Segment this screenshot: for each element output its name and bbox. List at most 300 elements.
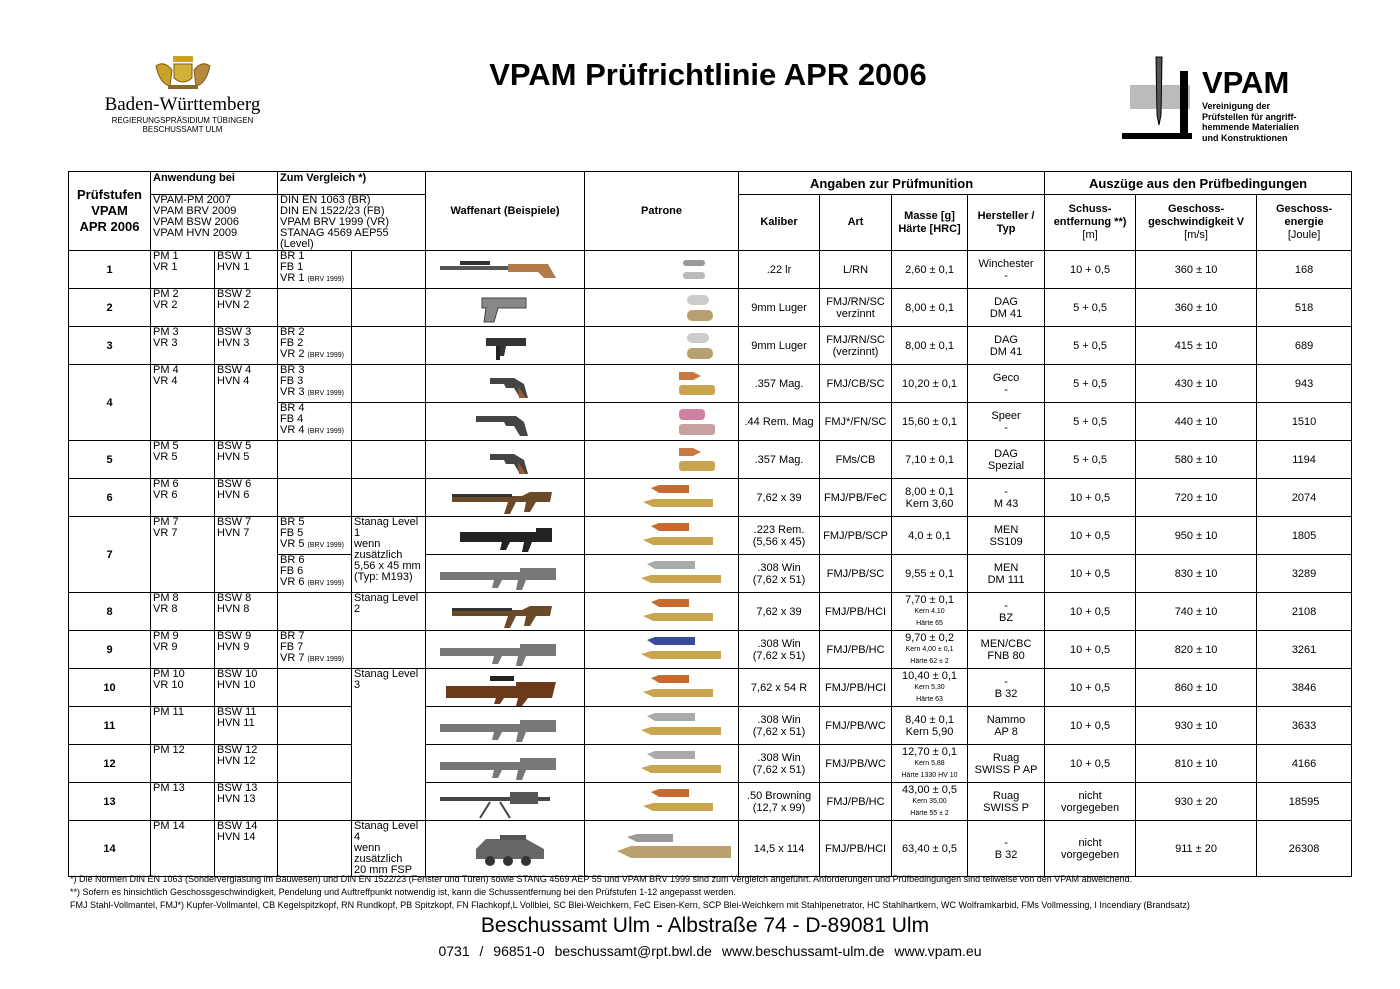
- footnotes: [70, 873, 1190, 912]
- hersteller-cell: Winchester -: [968, 251, 1045, 289]
- page-title: VPAM Prüfrichtlinie APR 2006: [489, 57, 927, 92]
- stanag-cell: [352, 289, 426, 327]
- art-cell: FMJ/PB/WC: [820, 707, 892, 745]
- line: 10 + 0,5: [1070, 491, 1111, 504]
- geschwindigkeit-cell: 820 ± 10: [1136, 631, 1257, 669]
- cartridge-image-cell: [585, 669, 739, 707]
- stanag-cell: [352, 593, 426, 631]
- header-kaliber: Kaliber: [739, 195, 820, 251]
- line: 5 + 0,5: [1073, 301, 1108, 314]
- footnote-distance: **) Sofern es hinsichtlich Geschossgeschwindigkeit, Pendelung und Auftreffpunkt notwendig ist, kann die Schussentfernung bei den Prüfstufen 1-12 angepasst werden.: [70, 887, 736, 897]
- masse-cell: 9,70 ± 0,2 Kern 4,00 ± 0,1 Härte 62 ± 2: [892, 631, 968, 669]
- comparison-cell: [278, 745, 352, 783]
- weapon-image-cell: [426, 365, 585, 403]
- pm-vr-cell: PM 10 VR 10: [151, 669, 215, 707]
- cartridge-icon: [587, 708, 737, 744]
- line: wenn zusätzlich: [354, 538, 403, 561]
- schussentfernung-cell: [1045, 365, 1136, 403]
- table-row: [69, 707, 1352, 745]
- ak-weapon-icon: [430, 594, 580, 630]
- cartridge-image-cell: [585, 517, 739, 555]
- line: 10 + 0,5: [1070, 643, 1111, 656]
- cartridge-image-cell: [585, 821, 739, 877]
- authority-name: REGIERUNGSPRÄSIDIUM TÜBINGEN: [111, 116, 254, 125]
- line: vorgegeben: [1061, 848, 1120, 861]
- pm-vr-cell: PM 4 VR 4: [151, 365, 215, 441]
- header-schussentfernung: Schuss- entfernung **) [m]: [1045, 195, 1136, 251]
- pm-vr-cell: PM 8 VR 8: [151, 593, 215, 631]
- line: (Typ: M193): [354, 571, 413, 583]
- kaliber-cell: 14,5 x 114: [739, 821, 820, 877]
- masse-cell: 8,00 ± 0,1: [892, 327, 968, 365]
- cartridge-image-cell: [585, 555, 739, 593]
- header-pruefstufen: Prüfstufen VPAM APR 2006: [69, 172, 151, 251]
- comparison-cell: BR 4 FB 4 VR 4 (BRV 1999): [278, 403, 352, 441]
- schussentfernung-cell: [1045, 631, 1136, 669]
- stage-number: 5: [69, 441, 151, 479]
- cartridge-image-cell: [585, 327, 739, 365]
- stage-number: 4: [69, 365, 151, 441]
- energie-cell: 26308: [1257, 821, 1352, 877]
- cartridge-icon: [587, 594, 737, 630]
- weapon-image-cell: [426, 517, 585, 555]
- table-row: [69, 783, 1352, 821]
- geschwindigkeit-cell: 580 ± 10: [1136, 441, 1257, 479]
- bsw-hvn-cell: BSW 13 HVN 13: [215, 783, 278, 821]
- g3-weapon-icon: [430, 556, 580, 592]
- vpam-emblem-icon: [1118, 55, 1198, 145]
- art-cell: L/RN: [820, 251, 892, 289]
- hersteller-cell: DAG DM 41: [968, 289, 1045, 327]
- art-cell: FMJ/RN/SC (verzinnt): [820, 327, 892, 365]
- cartridge-icon: [587, 366, 737, 402]
- line: vorgegeben: [1061, 801, 1120, 814]
- bsw-hvn-cell: BSW 8 HVN 8: [215, 593, 278, 631]
- footnote-norms: *) Die Normen DIN EN 1063 (Sonderverglasung im Bauwesen) und DIN EN 1522/23 (Fenster und Türen) sowie STANG 4569 AEP 55 und VPAM BRV 1999 sind zum Vergleich angeführt. Anforderungen und Prüfbedingungen sind teilweise von den VPAM abweichend.: [70, 874, 1133, 884]
- geschwindigkeit-cell: 360 ± 10: [1136, 289, 1257, 327]
- art-cell: FMJ/PB/HC: [820, 783, 892, 821]
- address: Beschussamt Ulm - Albstraße 74 - D-89081 Ulm: [480, 914, 930, 937]
- energie-cell: 2108: [1257, 593, 1352, 631]
- schussentfernung-cell: [1045, 517, 1136, 555]
- kaliber-cell: 9mm Luger: [739, 327, 820, 365]
- hersteller-cell: - M 43: [968, 479, 1045, 517]
- energie-cell: 1805: [1257, 517, 1352, 555]
- kaliber-cell: .308 Win (7,62 x 51): [739, 707, 820, 745]
- energie-cell: 943: [1257, 365, 1352, 403]
- line: 5 + 0,5: [1073, 377, 1108, 390]
- cartridge-image-cell: [585, 251, 739, 289]
- art-cell: FMJ/PB/SCP: [820, 517, 892, 555]
- kaliber-cell: 7,62 x 39: [739, 593, 820, 631]
- kaliber-cell: .50 Browning (12,7 x 99): [739, 783, 820, 821]
- table-row: [69, 821, 1352, 877]
- line: 10 + 0,5: [1070, 567, 1111, 580]
- weapon-image-cell: [426, 403, 585, 441]
- masse-cell: 7,70 ± 0,1 Kern 4,10 Härte 65: [892, 593, 968, 631]
- header-auszuege: Auszüge aus den Prüfbedingungen: [1045, 172, 1352, 195]
- art-cell: FMJ*/FN/SC: [820, 403, 892, 441]
- comparison-cell: [278, 289, 352, 327]
- hersteller-cell: Speer -: [968, 403, 1045, 441]
- schussentfernung-cell: [1045, 593, 1136, 631]
- stanag-cell: [352, 251, 426, 289]
- test-level-table: [68, 171, 1352, 877]
- schussentfernung-cell: [1045, 403, 1136, 441]
- weapon-image-cell: [426, 707, 585, 745]
- stanag-cell: [352, 517, 426, 593]
- bsw-hvn-cell: BSW 3 HVN 3: [215, 327, 278, 365]
- bsw-hvn-cell: BSW 4 HVN 4: [215, 365, 278, 441]
- line: nicht: [1078, 789, 1102, 802]
- cartridge-icon: [587, 328, 737, 364]
- line: 5,56 x 45 mm: [354, 560, 421, 572]
- stage-number: 3: [69, 327, 151, 365]
- bsw-hvn-cell: BSW 6 HVN 6: [215, 479, 278, 517]
- stanag-cell: [352, 403, 426, 441]
- table-row: [69, 593, 1352, 631]
- rifle22-weapon-icon: [430, 252, 580, 288]
- cartridge-image-cell: [585, 365, 739, 403]
- geschwindigkeit-cell: 440 ± 10: [1136, 403, 1257, 441]
- revolverlong-weapon-icon: [430, 404, 580, 440]
- geschwindigkeit-cell: 360 ± 10: [1136, 251, 1257, 289]
- pm-vr-cell: PM 13: [151, 783, 215, 821]
- table-row: [69, 441, 1352, 479]
- kaliber-cell: .357 Mag.: [739, 365, 820, 403]
- geschwindigkeit-cell: 810 ± 10: [1136, 745, 1257, 783]
- table-row: [69, 289, 1352, 327]
- ak-weapon-icon: [430, 480, 580, 516]
- art-cell: FMJ/CB/SC: [820, 365, 892, 403]
- contact-line: 0731 / 96851-0 beschussamt@rpt.bwl.de www.beschussamt-ulm.de www.vpam.eu: [438, 943, 982, 959]
- g3-weapon-icon: [430, 746, 580, 782]
- g3-weapon-icon: [430, 708, 580, 744]
- weapon-image-cell: [426, 669, 585, 707]
- bsw-hvn-cell: BSW 2 HVN 2: [215, 289, 278, 327]
- comparison-cell: BR 3 FB 3 VR 3 (BRV 1999): [278, 365, 352, 403]
- bsw-hvn-cell: BSW 5 HVN 5: [215, 441, 278, 479]
- kaliber-cell: .223 Rem. (5,56 x 45): [739, 517, 820, 555]
- kaliber-cell: .22 lr: [739, 251, 820, 289]
- geschwindigkeit-cell: 720 ± 10: [1136, 479, 1257, 517]
- pm-vr-cell: PM 2 VR 2: [151, 289, 215, 327]
- cartridge-icon: [587, 404, 737, 440]
- hersteller-cell: Ruag SWISS P: [968, 783, 1045, 821]
- vpam-description: Vereinigung der Prüfstellen für angriff- hemmende Materialien und Konstruktionen: [1202, 101, 1300, 143]
- hersteller-cell: - BZ: [968, 593, 1045, 631]
- pm-vr-cell: PM 11: [151, 707, 215, 745]
- energie-cell: 4166: [1257, 745, 1352, 783]
- cartridge-icon: [587, 746, 737, 782]
- hersteller-cell: - B 32: [968, 669, 1045, 707]
- masse-cell: 12,70 ± 0,1 Kern 5,88 Härte 1330 HV 10: [892, 745, 968, 783]
- comparison-cell: BR 6 FB 6 VR 6 (BRV 1999): [278, 555, 352, 593]
- masse-cell: 10,20 ± 0,1: [892, 365, 968, 403]
- bsw-hvn-cell: BSW 7 HVN 7: [215, 517, 278, 593]
- weapon-image-cell: [426, 327, 585, 365]
- table-row: [69, 669, 1352, 707]
- cartridge-image-cell: [585, 707, 739, 745]
- comparison-cell: [278, 783, 352, 821]
- weapon-image-cell: [426, 289, 585, 327]
- weapon-image-cell: [426, 593, 585, 631]
- line: 10 + 0,5: [1070, 719, 1111, 732]
- hersteller-cell: Geco -: [968, 365, 1045, 403]
- stage-number: 6: [69, 479, 151, 517]
- cartridge-image-cell: [585, 479, 739, 517]
- masse-cell: 10,40 ± 0,1 Kern 5,30 Härte 63: [892, 669, 968, 707]
- kaliber-cell: .357 Mag.: [739, 441, 820, 479]
- line: nicht: [1078, 836, 1102, 849]
- geschwindigkeit-cell: 415 ± 10: [1136, 327, 1257, 365]
- apc-weapon-icon: [430, 831, 580, 867]
- pm-vr-cell: PM 3 VR 3: [151, 327, 215, 365]
- energie-cell: 3289: [1257, 555, 1352, 593]
- svd-weapon-icon: [430, 670, 580, 706]
- art-cell: FMJ/PB/SC: [820, 555, 892, 593]
- geschwindigkeit-cell: 740 ± 10: [1136, 593, 1257, 631]
- cartridge-icon: [587, 670, 737, 706]
- header-art: Art: [820, 195, 892, 251]
- bsw-hvn-cell: BSW 10 HVN 10: [215, 669, 278, 707]
- bsw-hvn-cell: BSW 14 HVN 14: [215, 821, 278, 877]
- table-row: [69, 479, 1352, 517]
- hersteller-cell: MEN/CBC FNB 80: [968, 631, 1045, 669]
- stanag-cell: [352, 631, 426, 669]
- header-energie: Geschoss- energie [Joule]: [1257, 195, 1352, 251]
- energie-cell: 518: [1257, 289, 1352, 327]
- comparison-cell: BR 7 FB 7 VR 7 (BRV 1999): [278, 631, 352, 669]
- vpam-logo: [1118, 55, 1338, 145]
- stage-number: 9: [69, 631, 151, 669]
- bsw-hvn-cell: BSW 11 HVN 11: [215, 707, 278, 745]
- schussentfernung-cell: [1045, 251, 1136, 289]
- art-cell: FMJ/PB/FeC: [820, 479, 892, 517]
- masse-cell: 4,0 ± 0,1: [892, 517, 968, 555]
- line: 5 + 0,5: [1073, 453, 1108, 466]
- energie-cell: 18595: [1257, 783, 1352, 821]
- table-row: [69, 631, 1352, 669]
- comparison-cell: [278, 479, 352, 517]
- pm-vr-cell: PM 5 VR 5: [151, 441, 215, 479]
- cartridge-icon: [587, 632, 737, 668]
- art-cell: FMJ/RN/SC verzinnt: [820, 289, 892, 327]
- line: 5 + 0,5: [1073, 415, 1108, 428]
- weapon-image-cell: [426, 251, 585, 289]
- line: 10 + 0,5: [1070, 605, 1111, 618]
- header-patrone: Patrone: [585, 172, 739, 251]
- pm-vr-cell: PM 6 VR 6: [151, 479, 215, 517]
- cartridge-icon: [587, 442, 737, 478]
- bsw-hvn-cell: BSW 9 HVN 9: [215, 631, 278, 669]
- revolver-weapon-icon: [430, 366, 580, 402]
- stage-number: 10: [69, 669, 151, 707]
- comparison-cell: BR 5 FB 5 VR 5 (BRV 1999): [278, 517, 352, 555]
- energie-cell: 3633: [1257, 707, 1352, 745]
- schussentfernung-cell: [1045, 555, 1136, 593]
- header-hersteller: Hersteller / Typ: [968, 195, 1045, 251]
- kaliber-cell: 9mm Luger: [739, 289, 820, 327]
- pm-vr-cell: PM 14: [151, 821, 215, 877]
- table-row: [69, 517, 1352, 555]
- energie-cell: 3846: [1257, 669, 1352, 707]
- line: Stanag Level 1: [354, 516, 419, 539]
- table-row: [69, 365, 1352, 403]
- schussentfernung-cell: [1045, 289, 1136, 327]
- line: 5 + 0,5: [1073, 339, 1108, 352]
- office-name: BESCHUSSAMT ULM: [142, 125, 223, 134]
- cartridge-icon: [587, 290, 737, 326]
- schussentfernung-cell: [1045, 479, 1136, 517]
- header-masse: Masse [g] Härte [HRC]: [892, 195, 968, 251]
- art-cell: FMJ/PB/HCI: [820, 821, 892, 877]
- geschwindigkeit-cell: 950 ± 10: [1136, 517, 1257, 555]
- pm-vr-cell: PM 9 VR 9: [151, 631, 215, 669]
- cartridge-icon: [587, 518, 737, 554]
- cartridge-icon: [587, 831, 737, 867]
- bsw-hvn-cell: BSW 12 HVN 12: [215, 745, 278, 783]
- geschwindigkeit-cell: 860 ± 10: [1136, 669, 1257, 707]
- hersteller-cell: Nammo AP 8: [968, 707, 1045, 745]
- comparison-cell: [278, 821, 352, 877]
- hersteller-cell: - B 32: [968, 821, 1045, 877]
- schussentfernung-cell: [1045, 327, 1136, 365]
- masse-cell: 8,00 ± 0,1: [892, 289, 968, 327]
- line: 10 + 0,5: [1070, 681, 1111, 694]
- pm-vr-cell: PM 1 VR 1: [151, 251, 215, 289]
- table-row: [69, 745, 1352, 783]
- geschwindigkeit-cell: 830 ± 10: [1136, 555, 1257, 593]
- comparison-cell: [278, 669, 352, 707]
- weapon-image-cell: [426, 631, 585, 669]
- art-cell: FMJ/PB/HCI: [820, 669, 892, 707]
- kaliber-cell: .308 Win (7,62 x 51): [739, 745, 820, 783]
- line: wenn zusätzlich: [354, 842, 403, 865]
- masse-cell: 7,10 ± 0,1: [892, 441, 968, 479]
- stage-number: 13: [69, 783, 151, 821]
- weapon-image-cell: [426, 479, 585, 517]
- hersteller-cell: MEN DM 111: [968, 555, 1045, 593]
- hersteller-cell: DAG Spezial: [968, 441, 1045, 479]
- geschwindigkeit-cell: 930 ± 10: [1136, 707, 1257, 745]
- masse-cell: 8,00 ± 0,1 Kern 3,60: [892, 479, 968, 517]
- energie-cell: 689: [1257, 327, 1352, 365]
- energie-cell: 2074: [1257, 479, 1352, 517]
- art-cell: FMJ/PB/HCI: [820, 593, 892, 631]
- bsw-hvn-cell: BSW 1 HVN 1: [215, 251, 278, 289]
- comparison-cell: [278, 593, 352, 631]
- comparison-cell: BR 1 FB 1 VR 1 (BRV 1999): [278, 251, 352, 289]
- art-cell: FMs/CB: [820, 441, 892, 479]
- mg-weapon-icon: [430, 784, 580, 820]
- kaliber-cell: .308 Win (7,62 x 51): [739, 631, 820, 669]
- revolver-weapon-icon: [430, 442, 580, 478]
- line: Stanag Level 4: [354, 820, 419, 843]
- stanag-cell: [352, 479, 426, 517]
- art-cell: FMJ/PB/HC: [820, 631, 892, 669]
- stage-number: 1: [69, 251, 151, 289]
- hersteller-cell: MEN SS109: [968, 517, 1045, 555]
- masse-cell: 43,00 ± 0,5 Kern 35,00 Härte 55 ± 2: [892, 783, 968, 821]
- g36-weapon-icon: [430, 518, 580, 554]
- stage-number: 14: [69, 821, 151, 877]
- geschwindigkeit-cell: 930 ± 20: [1136, 783, 1257, 821]
- weapon-image-cell: [426, 783, 585, 821]
- stage-number: 11: [69, 707, 151, 745]
- cartridge-image-cell: [585, 403, 739, 441]
- masse-cell: 63,40 ± 0,5: [892, 821, 968, 877]
- weapon-image-cell: [426, 555, 585, 593]
- weapon-image-cell: [426, 441, 585, 479]
- schussentfernung-cell: [1045, 821, 1136, 877]
- cartridge-icon: [587, 556, 737, 592]
- energie-cell: 1510: [1257, 403, 1352, 441]
- kaliber-cell: 7,62 x 54 R: [739, 669, 820, 707]
- header-waffenart: Waffenart (Beispiele): [426, 172, 585, 251]
- cartridge-icon: [587, 480, 737, 516]
- stanag-cell: [352, 441, 426, 479]
- geschwindigkeit-cell: 430 ± 10: [1136, 365, 1257, 403]
- vergleich-list: DIN EN 1063 (BR) DIN EN 1522/23 (FB) VPAM BRV 1999 (VR) STANAG 4569 AEP55 (Level): [278, 195, 426, 251]
- pistol-weapon-icon: [430, 290, 580, 326]
- kaliber-cell: .44 Rem. Mag: [739, 403, 820, 441]
- state-name: Baden-Württemberg: [104, 94, 261, 115]
- anwendung-list: VPAM-PM 2007 VPAM BRV 2009 VPAM BSW 2006 VPAM HVN 2009: [151, 195, 278, 251]
- masse-cell: 15,60 ± 0,1: [892, 403, 968, 441]
- g3-weapon-icon: [430, 632, 580, 668]
- stage-number: 12: [69, 745, 151, 783]
- comparison-cell: BR 2 FB 2 VR 2 (BRV 1999): [278, 327, 352, 365]
- weapon-image-cell: [426, 821, 585, 877]
- art-cell: FMJ/PB/WC: [820, 745, 892, 783]
- energie-cell: 3261: [1257, 631, 1352, 669]
- weapon-image-cell: [426, 745, 585, 783]
- masse-cell: 2,60 ± 0,1: [892, 251, 968, 289]
- smg-weapon-icon: [430, 328, 580, 364]
- pm-vr-cell: PM 12: [151, 745, 215, 783]
- stage-number: 8: [69, 593, 151, 631]
- table-row: [69, 327, 1352, 365]
- schussentfernung-cell: [1045, 745, 1136, 783]
- stage-number: 2: [69, 289, 151, 327]
- energie-cell: 168: [1257, 251, 1352, 289]
- geschwindigkeit-cell: 911 ± 20: [1136, 821, 1257, 877]
- cartridge-image-cell: [585, 745, 739, 783]
- kaliber-cell: .308 Win (7,62 x 51): [739, 555, 820, 593]
- stanag-cell: [352, 669, 426, 821]
- line: 20 mm FSP: [354, 864, 413, 876]
- masse-cell: 8,40 ± 0,1 Kern 5,90: [892, 707, 968, 745]
- header-vergleich: Zum Vergleich *): [278, 172, 426, 195]
- stage-number: 7: [69, 517, 151, 593]
- line: 10 + 0,5: [1070, 757, 1111, 770]
- cartridge-image-cell: [585, 441, 739, 479]
- vpam-abbreviation: VPAM: [1202, 65, 1290, 100]
- cartridge-icon: [587, 252, 737, 288]
- line: 10 + 0,5: [1070, 263, 1111, 276]
- schussentfernung-cell: [1045, 707, 1136, 745]
- schussentfernung-cell: [1045, 669, 1136, 707]
- cartridge-icon: [587, 784, 737, 820]
- footnote-abbreviations: FMJ Stahl-Vollmantel, FMJ*) Kupfer-Vollmantel, CB Kegelspitzkopf, RN Rundkopf, PB Spitzkopf, FN Flachkopf,L Vollblei, SC Blei-Weichkern, FeC Eisen-Kern, SCP Blei-Weichkern mit Stahlpenetrator, HC Stahlhartkern, WC Wolframkarbid, FMs Vollmessing, I Incendiary (Brandsatz): [70, 900, 1190, 910]
- masse-cell: 9,55 ± 0,1: [892, 555, 968, 593]
- cartridge-image-cell: [585, 783, 739, 821]
- header-geschwindigkeit: Geschoss- geschwindigkeit V [m/s]: [1136, 195, 1257, 251]
- stanag-cell: [352, 365, 426, 403]
- schussentfernung-cell: [1045, 441, 1136, 479]
- hersteller-cell: DAG DM 41: [968, 327, 1045, 365]
